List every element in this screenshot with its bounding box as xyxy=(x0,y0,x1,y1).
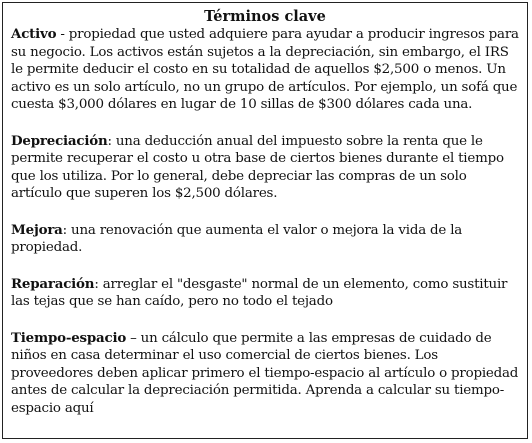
term-definition: arreglar el "desgaste" normal de un elemento, como sustituir las tejas que se han caído, pero no todo el tejado xyxy=(11,276,508,309)
term-separator: : xyxy=(94,276,103,292)
term-definition: un cálculo que permite a las empresas de cuidado de niños en casa determinar el uso comercial de ciertos bienes. Los proveedores deben aplicar primero el tiempo-espacio al artículo o propiedad antes de calcular la depreciación permitida. Aprenda a calcular su tiempo-espacio aquí xyxy=(11,330,519,416)
term-separator: : xyxy=(107,133,116,149)
term-name: Tiempo-espacio xyxy=(11,329,127,346)
box-title: Términos clave xyxy=(204,8,326,25)
term-separator: : xyxy=(62,222,72,238)
term-definition: una deducción anual del impuesto sobre la renta que le permite recuperar el costo u otra base de ciertos bienes durante el tiempo que los utiliza. Por lo general, debe depreciar las compras de un solo artículo que superen los $2,500 dólares. xyxy=(11,133,504,201)
term-activo xyxy=(11,26,519,114)
term-definition: propiedad que usted adquiere para ayudar a producir ingresos para su negocio. Los activos están sujetos a la depreciación, sin embargo, el IRS le permite deducir el costo en su totalidad de aquellos $2,500 o menos. Un activo es un solo artículo, no un grupo de artículos. Por ejemplo, un sofá que cuesta $3,000 dólares en lugar de 10 sillas de $300 dólares cada una. xyxy=(11,27,519,112)
term-name: Reparación xyxy=(11,275,95,292)
term-separator: - xyxy=(56,27,69,42)
term-tiempo-espacio xyxy=(11,330,519,418)
term-reparacion xyxy=(11,276,519,311)
term-mejora xyxy=(11,222,519,257)
term-name: Depreciación xyxy=(11,132,108,149)
key-terms-box xyxy=(2,2,528,439)
term-name: Mejora xyxy=(11,221,63,238)
term-depreciacion xyxy=(11,133,519,203)
term-definition: una renovación que aumenta el valor o mejora la vida de la propiedad. xyxy=(11,222,463,255)
terms-list xyxy=(3,26,527,417)
term-name: Activo xyxy=(11,26,57,42)
term-separator: – xyxy=(126,330,141,346)
